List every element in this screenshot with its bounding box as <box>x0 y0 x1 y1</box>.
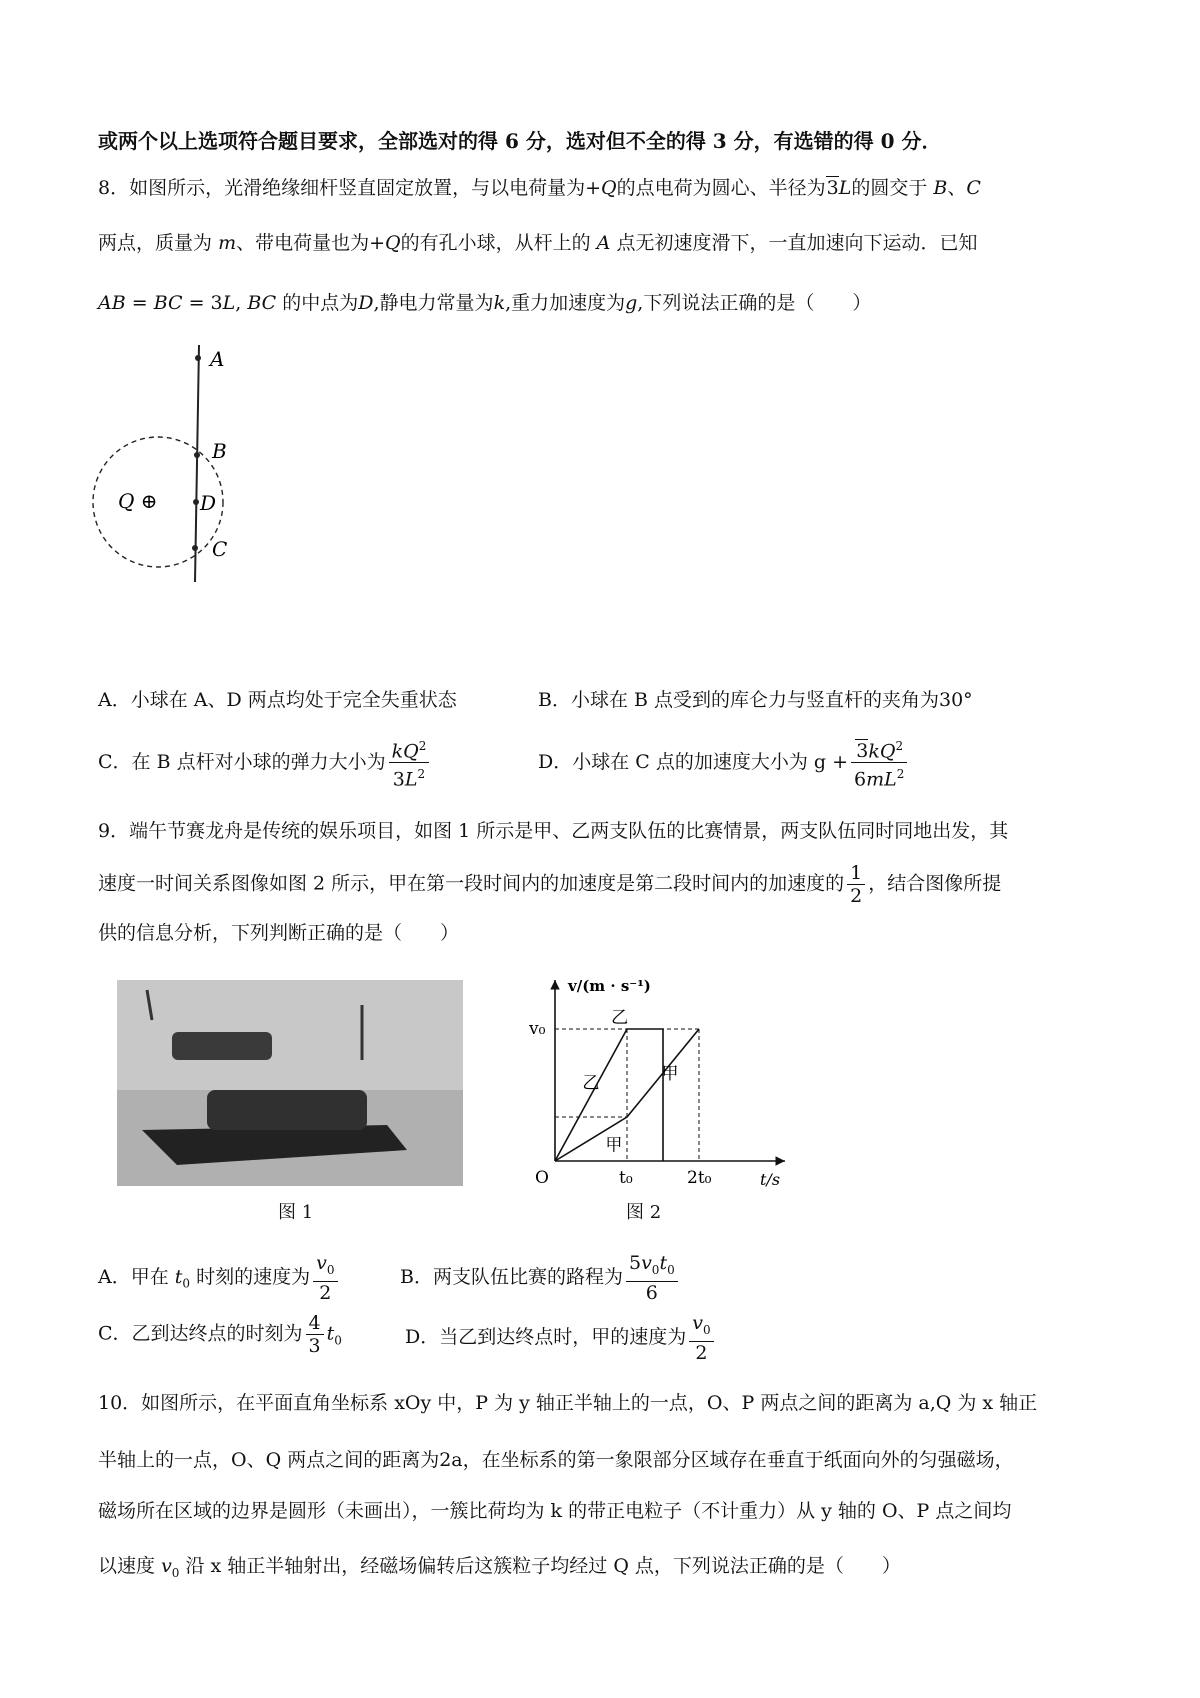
y-axis-label: v/(m · s⁻¹) <box>568 977 651 995</box>
tick-x-origin: O <box>535 1168 549 1188</box>
q8-option-b[interactable]: B．小球在 B 点受到的库仑力与竖直杆的夹角为30° <box>538 689 973 711</box>
q9-option-a[interactable]: A．甲在 $t_0$ 时刻的速度为 $\frac{v_0}{2}$ <box>98 1252 341 1304</box>
label-yi-mid: 乙 <box>582 1073 600 1094</box>
q9-option-c[interactable]: C．乙到达终点的时刻为 $\frac{4}{3}$ $t_0$ <box>98 1312 342 1357</box>
label-b: B <box>212 439 227 463</box>
tick-x-2t0: 2t₀ <box>687 1168 712 1188</box>
q9-line1: 9．端午节赛龙舟是传统的娱乐项目，如图 1 所示是甲、乙两支队伍的比赛情景，两支队伍同时同地出发，其 <box>98 820 1009 842</box>
fig1-caption: 图 1 <box>278 1202 314 1223</box>
q9-option-b[interactable]: B．两支队伍比赛的路程为 $\frac{5v_0t_0}{6}$ <box>400 1252 681 1304</box>
label-q: Q ⊕ <box>118 489 158 513</box>
fig2-caption: 图 2 <box>626 1202 662 1223</box>
q9-line3: 供的信息分析，下列判断正确的是（ ） <box>98 922 460 944</box>
label-d: D <box>200 491 217 515</box>
q9-option-d[interactable]: D．当乙到达终点时，甲的速度为 $\frac{v_0}{2}$ <box>405 1312 717 1364</box>
point-d <box>193 499 199 505</box>
label-yi-top: 乙 <box>611 1008 629 1028</box>
far-boat <box>172 1032 272 1060</box>
label-jia-bottom: 甲 <box>605 1135 623 1156</box>
q10-line1: 10．如图所示，在平面直角坐标系 xOy 中，P 为 y 轴正半轴上的一点，O、P 两点之间的距离为 a,Q 为 x 轴正 <box>98 1392 1038 1414</box>
point-a <box>195 355 201 361</box>
q8-line1: 8．如图所示，光滑绝缘细杆竖直固定放置，与以电荷量为+Q的点电荷为圆心、半径为3L的圆交于 B、C <box>98 177 981 199</box>
q10-line2: 半轴上的一点，O、Q 两点之间的距离为2a，在坐标系的第一象限部分区域存在垂直于纸面向外的匀强磁场， <box>98 1449 1014 1471</box>
q8-line2: 两点，质量为 m、带电荷量也为+Q的有孔小球，从杆上的 A 点无初速度滑下，一直加速向下运动．已知 <box>98 232 978 254</box>
dragon-boat-photo <box>117 980 463 1186</box>
rowers <box>207 1090 367 1130</box>
point-c <box>192 545 198 551</box>
q10-line4: 以速度 $v_0$ 沿 x 轴正半轴射出，经磁场偏转后这簇粒子均经过 Q 点，下列说法正确的是（ ） <box>98 1555 901 1580</box>
section-instruction: 或两个以上选项符合题目要求，全部选对的得 6 分，选对但不全的得 3 分，有选错的得 0 分． <box>98 129 942 153</box>
q9-line2: 速度一时间关系图像如图 2 所示，甲在第一段时间内的加速度是第二段时间内的加速度的 $\frac{1}{2}$ ，结合图像所提 <box>98 862 1002 907</box>
velocity-time-chart <box>520 965 800 1190</box>
q8-line3: AB = BC = 3L, BC 的中点为D,静电力常量为k,重力加速度为g,下列说法正确的是（ ） <box>98 292 872 314</box>
dragon-boat-illustration <box>117 980 463 1186</box>
label-c: C <box>212 537 228 561</box>
q10-line3: 磁场所在区域的边界是圆形（未画出），一簇比荷均为 k 的带正电粒子（不计重力）从 y 轴的 O、P 点之间均 <box>98 1500 1012 1522</box>
q8-figure <box>90 340 270 585</box>
label-jia-right: 甲 <box>661 1064 679 1085</box>
q8-option-a[interactable]: A．小球在 A、D 两点均处于完全失重状态 <box>98 689 457 711</box>
q8-option-d[interactable]: D．小球在 C 点的加速度大小为 g + $\frac{3kQ^2}{6mL^2}$ <box>538 735 910 791</box>
tick-x-t0: t₀ <box>619 1168 633 1188</box>
tick-y-v0: v₀ <box>529 1019 546 1039</box>
q8-option-c[interactable]: C．在 B 点杆对小球的弹力大小为 $\frac{kQ^2}{3L^2}$ <box>98 735 432 791</box>
point-b <box>194 452 200 458</box>
label-a: A <box>210 347 225 371</box>
x-axis-label: t/s <box>760 1170 781 1189</box>
